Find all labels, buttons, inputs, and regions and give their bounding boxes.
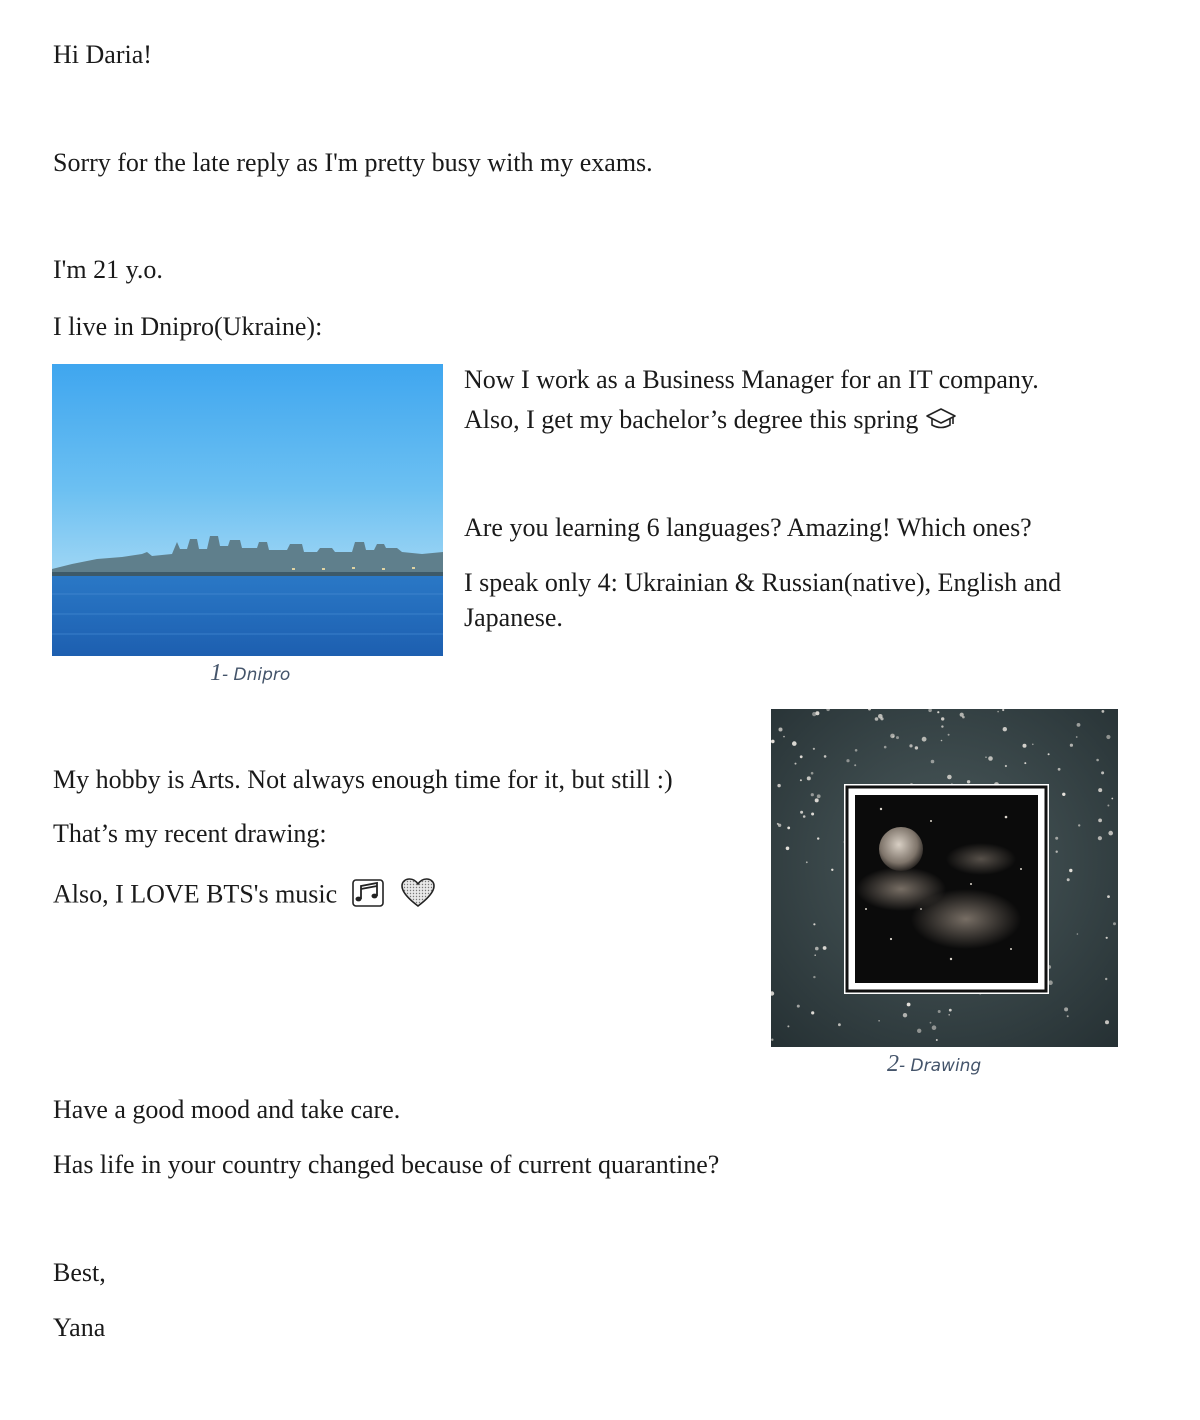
figure-label: - Drawing [899,1056,982,1076]
music-notes-icon [350,877,386,916]
age-line: I'm 21 y.o. [53,255,163,284]
signoff: Best, [53,1258,106,1287]
figure-number: 1 [210,660,222,686]
languages-line-1: I speak only 4: Ukrainian & Russian(native), English and [464,568,1062,597]
work-line: Now I work as a Business Manager for an IT company. [464,365,1039,394]
location-line: I live in Dnipro(Ukraine): [53,312,323,341]
music-text: Also, I LOVE BTS's music [53,879,338,909]
degree-line [464,405,957,439]
hobby-line: My hobby is Arts. Not always enough time for it, but still :) [53,765,673,794]
mood-line: Have a good mood and take care. [53,1095,401,1124]
dnipro-caption [210,660,290,687]
drawing-photo [771,709,1118,1047]
apology-line: Sorry for the late reply as I'm pretty busy with my exams. [53,148,653,177]
music-line [53,877,436,916]
question-line: Are you learning 6 languages? Amazing! Which ones? [464,513,1032,542]
drawing-intro-line: That’s my recent drawing: [53,819,327,848]
dnipro-photo [52,364,443,656]
graduation-cap-icon [925,406,957,439]
drawing-caption [887,1051,981,1078]
greeting: Hi Daria! [53,40,152,69]
quarantine-line: Has life in your country changed because of current quarantine? [53,1150,720,1179]
languages-line-2: Japanese. [464,603,563,632]
signature-name: Yana [53,1313,106,1342]
figure-label: - Dnipro [222,665,291,685]
heart-icon [400,877,436,916]
degree-text: Also, I get my bachelor’s degree this spring [464,405,919,434]
figure-number: 2 [887,1051,899,1077]
